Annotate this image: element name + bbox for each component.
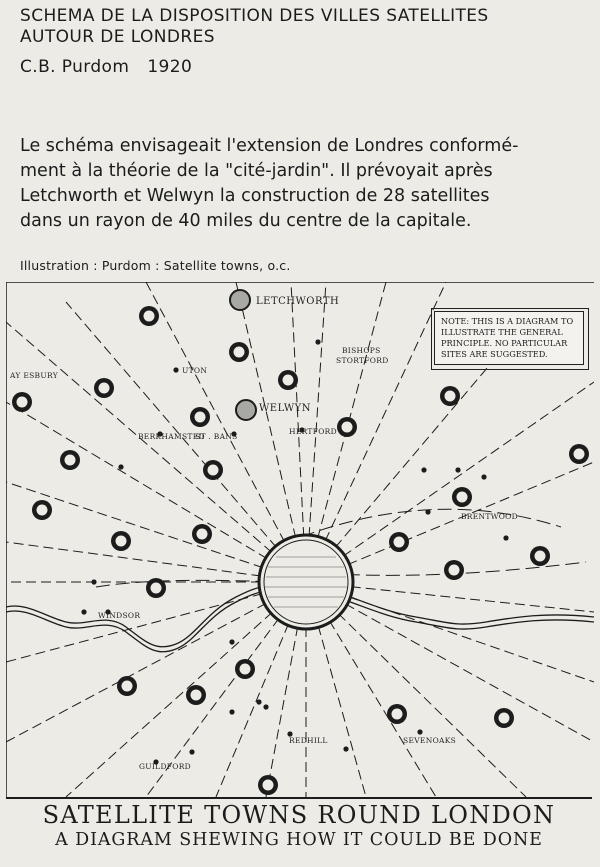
town-dot [118,464,123,469]
town-dot [229,709,234,714]
satellite-town-ring [444,560,464,580]
satellite-town-ring [440,386,460,406]
satellite-town-ring [452,487,472,507]
satellite-town-ring [146,578,166,598]
satellite-town-ring [111,531,131,551]
satellite-town-ring [192,524,212,544]
satellite-town-ring [117,676,137,696]
satellite-town-ring [258,775,278,795]
satellite-town-ring [186,685,206,705]
town-dot [503,535,508,540]
label-welwyn: WELWYN [259,403,311,414]
label-hertford: HERTFORD [289,427,337,436]
town-dot [189,749,194,754]
satellite-town-ring [60,450,80,470]
title-line-1: SCHEMA DE LA DISPOSITION DES VILLES SATELLITES [20,6,489,26]
town-dot [421,467,426,472]
town-dot [315,339,320,344]
label-windsor: WINDSOR [98,611,141,620]
label-sevenoaks: SEVENOAKS [403,736,457,745]
note-line-3: PRINCIPLE. NO PARTICULAR [441,338,568,348]
note-line-2: ILLUSTRATE THE GENERAL [441,327,563,337]
label-luton: UTON [182,366,208,375]
caption-box [6,797,592,857]
satellite-town-ring [569,444,589,464]
author-line [20,57,590,77]
town-dot [229,639,234,644]
satellite-town-ring [94,378,114,398]
label-letchworth: LETCHWORTH [256,296,340,307]
caption-title: SATELLITE TOWNS ROUND LONDON [42,801,556,829]
description-line-2: ment à la théorie de la "cité-jardin". Il prévoyait après [20,161,493,181]
label-aylesbury: AY ESBURY [10,371,58,380]
description-line-4: dans un rayon de 40 miles du centre de la capitale. [20,211,472,231]
description-line-3: Letchworth et Welwyn la construction de 28 satellites [20,186,490,206]
label-redhill: REDHILL [289,736,328,745]
label-brentwood: BRENTWOOD [461,512,518,521]
satellite-town-ring [278,370,298,390]
satellite-town-ring [32,500,52,520]
satellite-town-ring [229,342,249,362]
author-name: C.B. Purdom [20,57,130,77]
description [20,134,580,234]
label-stortford: STORTFORD [336,356,389,365]
satellite-town-ring [337,417,357,437]
note-line-4: SITES ARE SUGGESTED. [441,349,548,359]
satellite-town-ring [203,460,223,480]
satellite-town-ring [139,306,159,326]
town-dot [263,704,268,709]
caption-subtitle: A DIAGRAM SHEWING HOW IT COULD BE DONE [55,830,543,850]
illustration-credit: Illustration : Purdom : Satellite towns, o.c. [20,258,291,273]
town-dot [256,699,261,704]
town-dot [481,474,486,479]
town-dot [425,509,430,514]
title-line-2: AUTOUR DE LONDRES [20,27,215,47]
satellite-town-ring [12,392,32,412]
town-dot [417,729,422,734]
satellite-town-ring [389,532,409,552]
town-dot [455,467,460,472]
label-bishops: BISHOPS [342,346,381,355]
satellite-town-ring [494,708,514,728]
description-line-1: Le schéma envisageait l'extension de Londres conformé- [20,136,519,156]
satellite-town-ring [190,407,210,427]
town-dot [81,609,86,614]
town-dot [343,746,348,751]
label-berkhamsted: BERKHAMSTED [138,432,205,441]
satellite-town-ring [387,704,407,724]
header [20,6,590,77]
note-line-1: NOTE: THIS IS A DIAGRAM TO [441,316,574,326]
london-central-circle [259,535,353,629]
label-st-albans: ST . BANS [195,432,238,441]
author-year: 1920 [147,57,193,77]
label-guildford: GUILDFORD [139,762,191,771]
satellite-town-ring [530,546,550,566]
note-box [434,311,584,365]
town-dot [91,579,96,584]
satellite-town-ring [235,659,255,679]
town-dot [173,367,178,372]
